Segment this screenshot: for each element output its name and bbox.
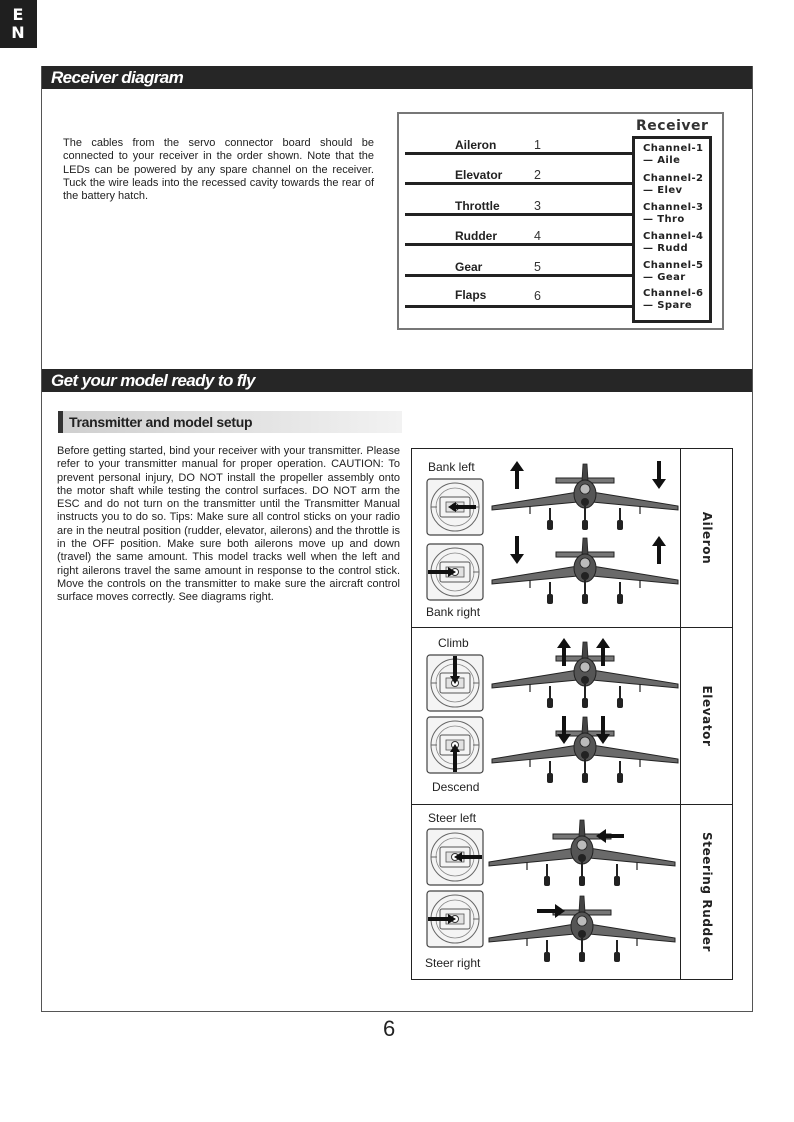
channel-label: Channel-1 — Aile: [643, 143, 704, 166]
arrow-up-icon: [557, 638, 571, 666]
steer-left-caption: Steer left: [428, 811, 477, 825]
wire-label: Flaps: [455, 288, 487, 302]
aileron-side-cell: [680, 449, 732, 627]
transmitter-stick-icon: [426, 828, 484, 886]
arrow-down-icon: [596, 716, 610, 744]
airplane-icon: [490, 715, 680, 785]
arrow-up-icon: [510, 461, 524, 489]
wire-label: Throttle: [455, 199, 500, 213]
elevator-label: Elevator: [699, 685, 714, 747]
aileron-label: Aileron: [699, 511, 714, 565]
elevator-side-cell: [680, 628, 732, 804]
arrow-up-icon: [596, 638, 610, 666]
wire-number: 5: [534, 260, 541, 274]
arrow-down-icon: [652, 461, 666, 489]
setup-subtitle: Transmitter and model setup: [58, 411, 402, 433]
channel-label: Channel-2 — Elev: [643, 173, 704, 196]
language-tab-line1: E: [12, 5, 25, 24]
arrow-left-icon: [596, 829, 624, 843]
steering-rudder-label: Steering Rudder: [699, 831, 714, 953]
airplane-icon: [490, 640, 680, 710]
descend-caption: Descend: [432, 780, 480, 794]
arrow-down-icon: [510, 536, 524, 564]
wire-label: Aileron: [455, 138, 497, 152]
wire-3: [405, 213, 633, 216]
wire-number: 2: [534, 168, 541, 182]
channel-label: Channel-6 — Spare: [643, 288, 704, 311]
setup-instructions: Before getting started, bind your receiver with your transmitter. Please refer to your transmitter manual for proper operation. CAUTION: To prevent personal injury, DO NOT install the propeller assembly onto the motor shaft while testing the control surfaces. DO NOT arm the ESC and do not turn on the transmitter until the Transmitter Manual instructs you to do so. Tips: Make sure all control sticks on your radio are in the neutral position (rudder, elevator, ailerons) and the throttle is in the OFF position. Make sure both ailerons move up and down (travel) the same amount. This model tracks well when the left and right ailerons travel the same amount in response to the control stick. Move the controls on the transmitter to make sure the aircraft control surface moves correctly. See diagrams right.: [57, 445, 400, 604]
wire-6: [405, 305, 633, 308]
steer-right-caption: Steer right: [425, 956, 481, 970]
wire-5: [405, 274, 633, 277]
arrow-down-icon: [557, 716, 571, 744]
channel-label: Channel-4 — Rudd: [643, 231, 704, 254]
wire-2: [405, 182, 633, 185]
wire-1: [405, 152, 633, 155]
receiver-title: Receiver: [636, 118, 709, 134]
airplane-icon: [487, 818, 677, 888]
channel-label: Channel-3 — Thro: [643, 202, 704, 225]
transmitter-stick-icon: [426, 478, 484, 536]
receiver-section-title: Receiver diagram: [42, 66, 752, 89]
receiver-instructions: The cables from the servo connector board should be connected to your receiver in the order shown. Note that the LEDs can be powered by any spare channel on the receiver. Tuck the wire leads into the recessed cavity towards the rear of the battery hatch.: [63, 137, 374, 203]
wire-number: 4: [534, 229, 541, 243]
language-tab: [0, 0, 37, 48]
wire-number: 6: [534, 289, 541, 303]
transmitter-stick-icon: [426, 890, 484, 948]
ready-section-title: Get your model ready to fly: [42, 369, 752, 392]
bank-left-caption: Bank left: [428, 460, 475, 474]
language-tab-line2: N: [11, 23, 26, 42]
wire-number: 1: [534, 138, 541, 152]
wire-label: Elevator: [455, 168, 503, 182]
transmitter-stick-icon: [426, 654, 484, 712]
wire-number: 3: [534, 199, 541, 213]
bank-right-caption: Bank right: [426, 605, 481, 619]
transmitter-stick-icon: [426, 543, 484, 601]
arrow-right-icon: [537, 904, 565, 918]
channel-label: Channel-5 — Gear: [643, 260, 704, 283]
wire-label: Rudder: [455, 229, 497, 243]
page-number: 6: [383, 1016, 396, 1041]
rudder-side-cell: [680, 805, 732, 979]
transmitter-stick-icon: [426, 716, 484, 774]
arrow-up-icon: [652, 536, 666, 564]
climb-caption: Climb: [438, 636, 469, 650]
wire-label: Gear: [455, 260, 483, 274]
wire-4: [405, 243, 633, 246]
airplane-icon: [487, 894, 677, 964]
